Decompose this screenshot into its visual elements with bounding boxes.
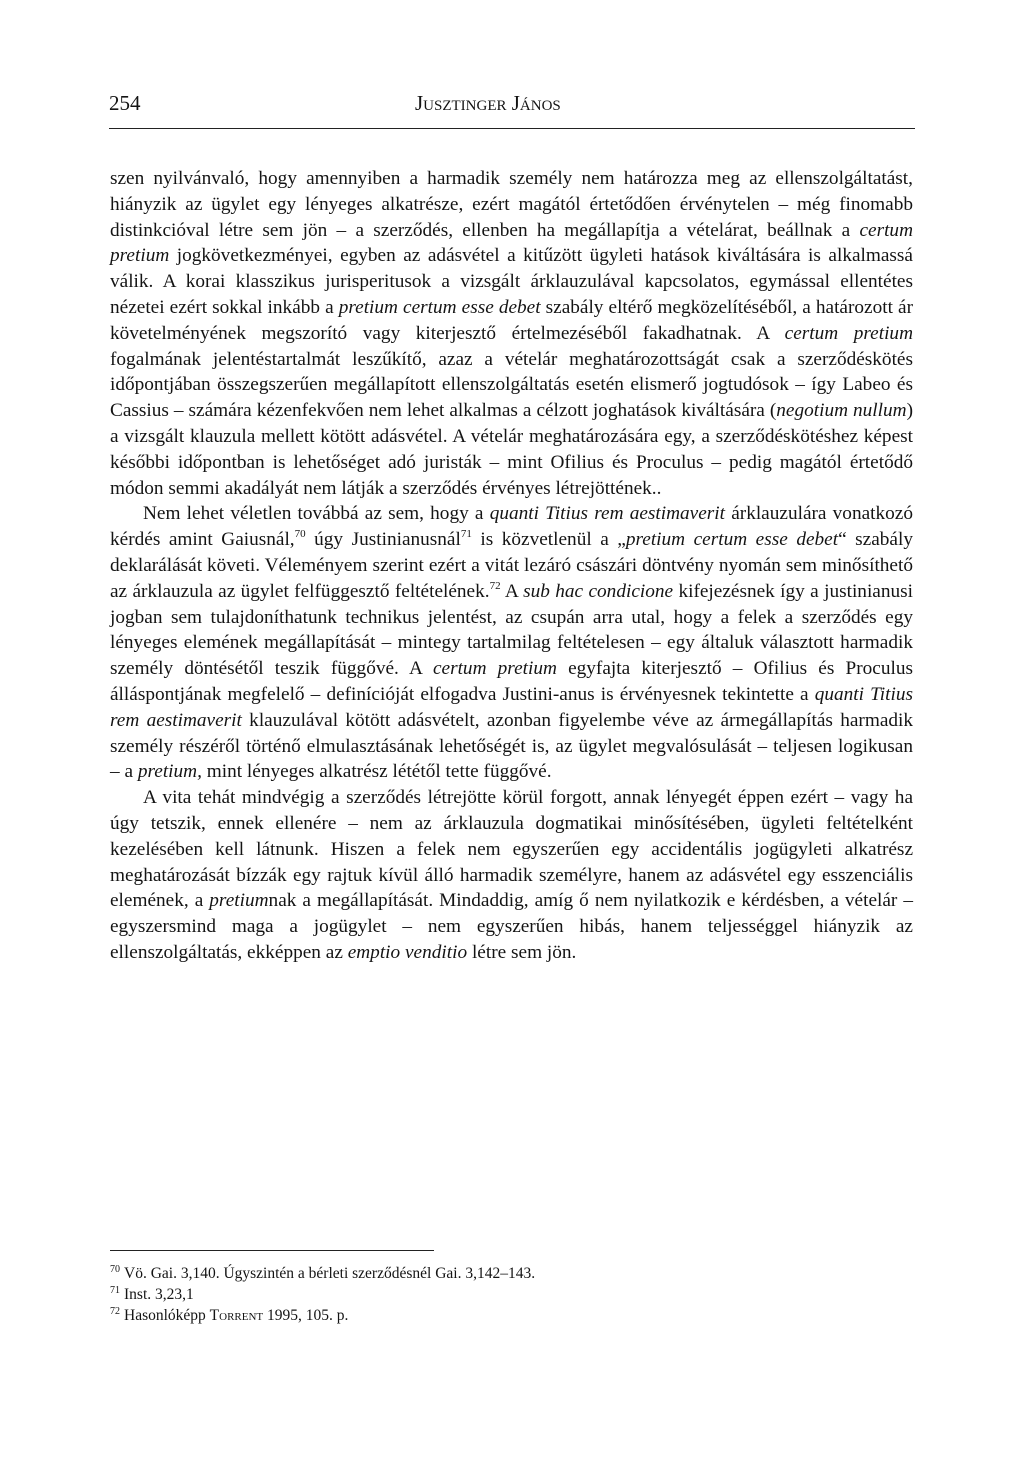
text-run: kifejezésnek így a justinianusi jogban sem tulajdoníthatunk technikus jelentést, az csupán arra utal, hogy a felek a szerződés egy lényeges elemének megállapítását – mintegy tartalmilag feltételesen – egy általuk választott harmadik személy döntésétől teszik függővé. A: [110, 580, 914, 680]
body-text: [110, 166, 913, 966]
footnote-text: 1995, 105. p.: [263, 1307, 349, 1324]
running-head: Jusztinger János: [415, 91, 561, 115]
latin-term: pretium certum esse debet: [625, 529, 839, 551]
footnote-number: 71: [110, 1285, 120, 1296]
latin-term: emptio venditio: [347, 941, 468, 963]
latin-term: pretium: [209, 890, 269, 912]
text-run: egyfajta kiterjesztő – Ofilius és Proculus álláspontjának megfelelő – definícióját elfogadva Justini-anus is érvényesnek tekintette a: [110, 658, 913, 705]
text-run: árklauzulára vonatkozó kérdés amint Gaiusnál,: [110, 503, 913, 551]
latin-term: certum pretium: [432, 658, 557, 680]
paragraph: [110, 166, 913, 501]
text-run: jogkövetkezményei, egyben az adásvétel a kitűzött ügyleti hatások kiváltására is alkalmassá válik. A korai klasszikus jurisperitusok a vizsgált árklauzulával kapcsolatos, egymással ellentétes nézetei ezért sokkal inkább a: [110, 245, 913, 318]
latin-term: certum pretium: [110, 219, 913, 267]
latin-term: pretium certum esse debet: [338, 296, 541, 318]
text-run: is közvetlenül a „: [471, 529, 626, 551]
footnote-text: Inst. 3,23,1: [124, 1286, 194, 1303]
text-run: fogalmának jelentéstartalmát leszűkítő, azaz a vételár meghatározottságát csak a szerződéskötés időpontjában összegszerűen megállapított ellenszolgáltatás esetén elismerő jogtudósok – így Labeo és Cassius – számára kézenfekvően nem lehet alkalmas a célzott joghatások kiváltására (: [110, 348, 913, 422]
paragraph: [110, 785, 913, 966]
footnote-71: [110, 1284, 913, 1305]
footnote-ref: 70: [294, 528, 306, 541]
text-run: nak a megállapítását. Mindaddig, amíg ő nem nyilatkozik e kérdésben, a vételár – egyszersmind maga a jogügylet – nem egyszerűen hibás, hanem teljességgel hiányzik az ellenszolgáltatás, ekképpen az: [110, 890, 914, 963]
footnote-divider: [110, 1250, 434, 1251]
author-name: Torrent: [209, 1307, 264, 1324]
latin-term: negotium nullum: [776, 400, 907, 422]
text-run: “ szabály deklarálását követi. Véleményem szerint ezért a vitát lezáró császári döntvény nyomán sem minősíthető az árklauzula az ügylet felfüggesztő feltételének.: [110, 529, 913, 602]
text-run: Nem lehet véletlen továbbá az sem, hogy a: [143, 503, 490, 525]
text-run: ) a vizsgált klauzula mellett kötött adásvétel. A vételár meghatározására egy, a szerződéskötéshez képest későbbi időpontban is lehetőséget adó juristák – mint Ofilius és Proculus – pedig magától értetődő módon semmi akadályát nem látják a szerződés érvényes létrejöttének..: [110, 400, 913, 499]
paragraph: [110, 501, 913, 785]
footnote-number: 70: [110, 1264, 120, 1275]
text-run: A: [500, 580, 524, 602]
text-run: úgy Justinianusnál: [305, 529, 461, 551]
latin-term: pretium,: [137, 761, 202, 783]
page-header: [109, 88, 915, 129]
latin-term: quanti Titius rem aestimaverit: [110, 683, 913, 731]
footnotes: [110, 1263, 913, 1326]
footnote-text: Vö. Gai. 3,140. Úgyszintén a bérleti szerződésnél Gai. 3,142–143.: [124, 1265, 536, 1282]
latin-term: sub hac condicione: [523, 580, 674, 602]
latin-term: quanti Titius rem aestimaverit: [489, 503, 726, 525]
text-run: szabály eltérő megközelítéséből, a határozott ár követelményének megszorító vagy kiterjesztő értelmezéséből fakadhatnak. A: [110, 296, 913, 344]
text-run: szen nyilvánvaló, hogy amennyiben a harmadik személy nem határozza meg az ellenszolgáltatást, hiányzik az ügylet egy lényeges alkatrésze, ezért magától értetődően érvénytelen – még finomabb distinkcióval létre sem jön – a szerződés, ellenben ha megállapítja a vételárat, beállnak a: [110, 168, 913, 241]
footnote-70: [110, 1263, 913, 1284]
text-run: A vita tehát mindvégig a szerződés létrejötte körül forgott, annak lényegét éppen ezért – vagy ha úgy tetszik, ennek ellenére – nem az árklauzula dogmatikai minősítésében, ügyleti feltételként kezelésében kell látnunk. Hiszen a felek nem egyszerűen egy accidentális jogügyleti alkatrész meghatározását bízzák egy rajtuk kívül álló harmadik személyre, hanem az adásvétel egy esszenciális elemének, a: [110, 787, 913, 912]
footnote-ref: 72: [489, 579, 501, 592]
footnote-text: Hasonlóképp: [124, 1307, 210, 1324]
text-run: mint lényeges alkatrész lététől tette függővé.: [201, 761, 552, 783]
footnote-72: [110, 1305, 913, 1326]
latin-term: certum pretium: [784, 322, 913, 344]
footnote-ref: 71: [460, 528, 472, 541]
footnote-number: 72: [110, 1306, 120, 1317]
page-number: 254: [109, 91, 141, 115]
text-run: klauzulával kötött adásvételt, azonban figyelembe véve az ármegállapítás harmadik személy részéről történő elmulasztásának lehetőségét is, az ügylet megvalósulását – teljesen logikusan – a: [110, 709, 914, 783]
text-run: létre sem jön.: [467, 941, 577, 963]
